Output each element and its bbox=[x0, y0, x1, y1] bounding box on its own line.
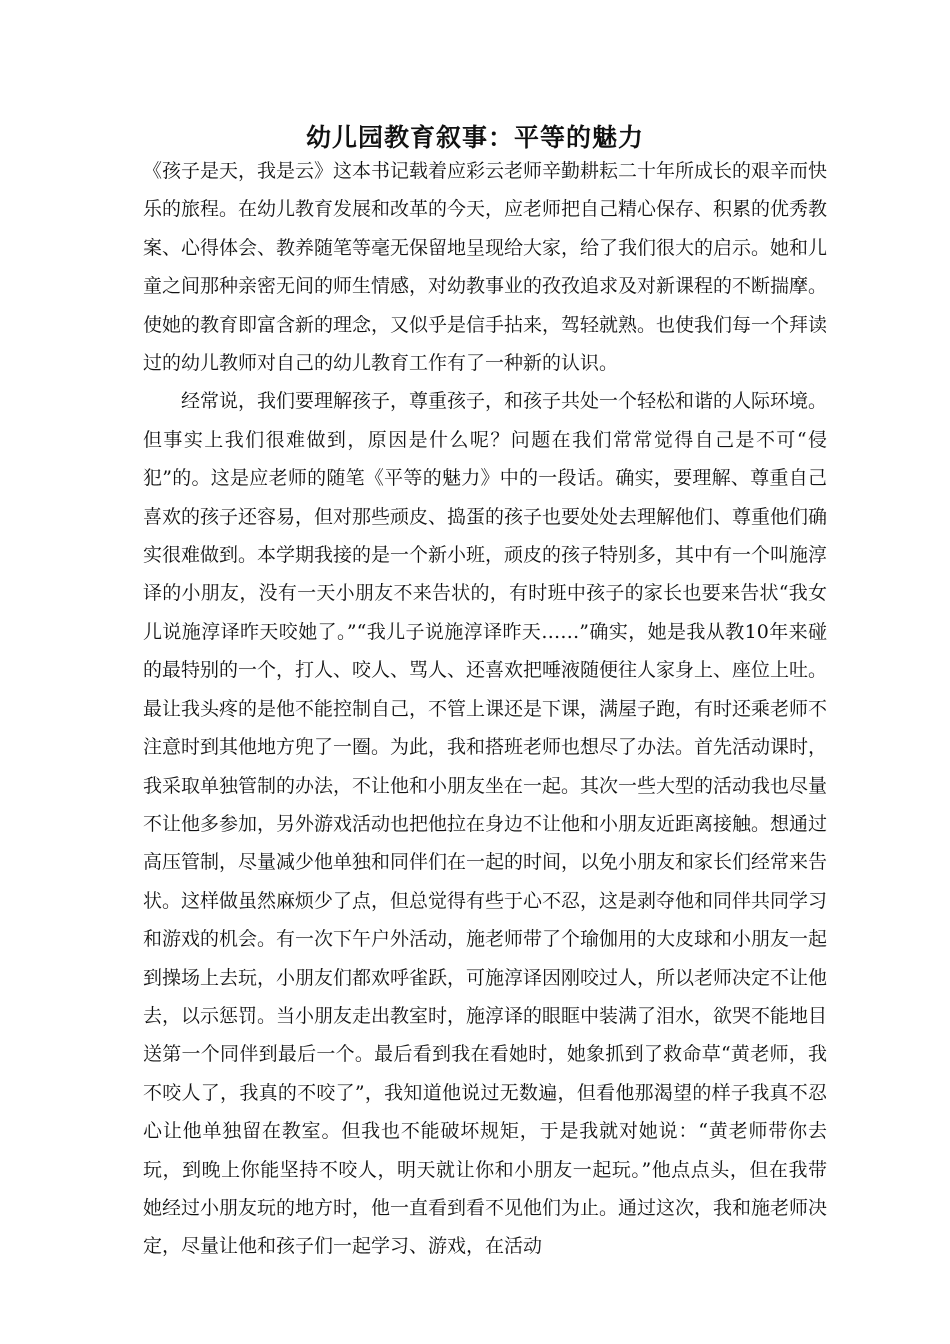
paragraph-1: 《孩子是天，我是云》这本书记载着应彩云老师辛勤耕耘二十年所成长的艰辛而快乐的旅程。在幼儿教育发展和改革的今天，应老师把自己精心保存、积累的优秀教案、心得体会、教养随笔等毫无保留地呈现给大家，给了我们很大的启示。她和儿童之间那种亲密无间的师生情感，对幼教事业的孜孜追求及对新课程的不断揣摩。使她的教育即富含新的理念，又似乎是信手拈来，驾轻就熟。也使我们每一个拜读过的幼儿教师对自己的幼儿教育工作有了一种新的认识。 bbox=[143, 160, 828, 375]
paragraph-2: 经常说，我们要理解孩子，尊重孩子，和孩子共处一个轻松和谐的人际环境。但事实上我们很难做到，原因是什么呢？问题在我们常常觉得自己是不可“侵犯”的。这是应老师的随笔《平等的魅力》中的一段话。确实，要理解、尊重自己喜欢的孩子还容易，但对那些顽皮、捣蛋的孩子也要处处去理解他们、尊重他们确实很难做到。本学期我接的是一个新小班，顽皮的孩子特别多，其中有一个叫施淳译的小朋友，没有一天小朋友不来告状的，有时班中孩子的家长也要来告状“我女儿说施淳译昨天咬她了。”“我儿子说施淳译昨天……”确实，她是我从教10年来碰的最特别的一个，打人、咬人、骂人、还喜欢把唾液随便往人家身上、座位上吐。最让我头疼的是他不能控制自己，不管上课还是下课，满屋子跑，有时还乘老师不注意时到其他地方兜了一圈。为此，我和搭班老师也想尽了办法。首先活动课时，我采取单独管制的办法，不让他和小朋友坐在一起。其次一些大型的活动我也尽量不让他多参加，另外游戏活动也把他拉在身边不让他和小朋友近距离接触。想通过高压管制，尽量减少他单独和同伴们在一起的时间，以免小朋友和家长们经常来告状。这样做虽然麻烦少了点，但总觉得有些于心不忍，这是剥夺他和同伴共同学习和游戏的机会。有一次下午户外活动，施老师带了个瑜伽用的大皮球和小朋友一起到操场上去玩，小朋友们都欢呼雀跃，可施淳译因刚咬过人，所以老师决定不让他去，以示惩罚。当小朋友走出教室时，施淳译的眼眶中装满了泪水，欲哭不能地目送第一个同伴到最后一个。最后看到我在看她时，她象抓到了救命草“黄老师，我不咬人了，我真的不咬了”，我知道他说过无数遍，但看他那渴望的样子我真不忍心让他单独留在教室。但我也不能破坏规矩，于是我就对她说：“黄老师带你去玩，到晚上你能坚持不咬人，明天就让你和小朋友一起玩。”他点点头，但在我带她经过小朋友玩的地方时，他一直看到看不见他们为止。通过这次，我和施老师决定，尽量让他和孩子们一起学习、游戏，在活动 bbox=[143, 390, 828, 1258]
document-body bbox=[143, 152, 827, 1266]
document-title: 幼儿园教育叙事：平等的魅力 bbox=[305, 123, 644, 152]
